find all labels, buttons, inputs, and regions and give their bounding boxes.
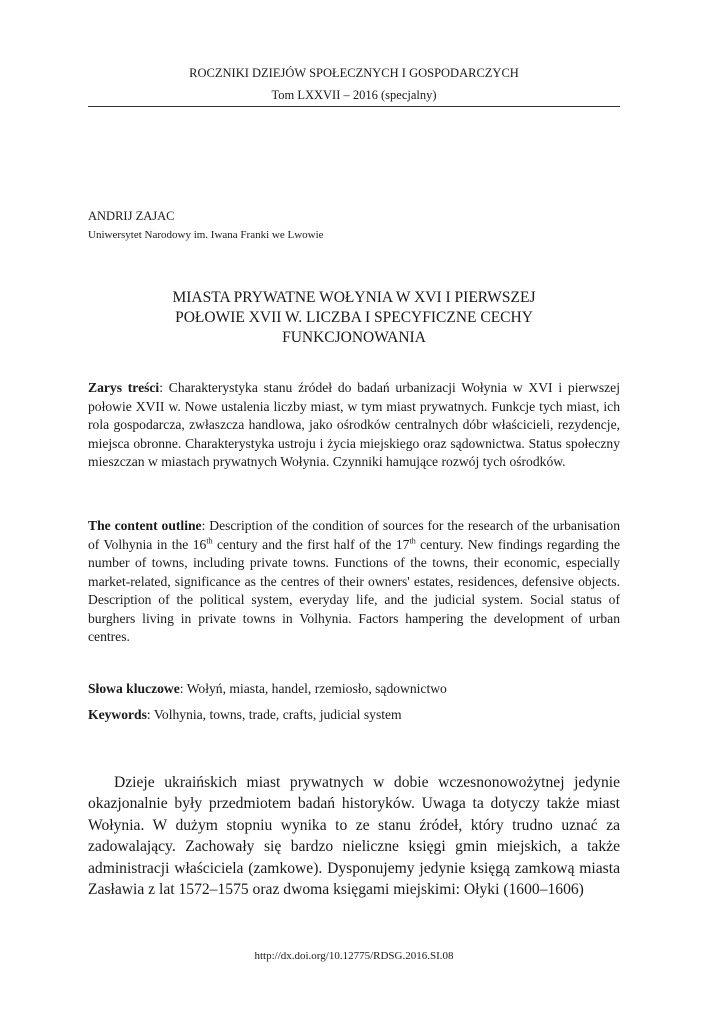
- keywords-english-text: : Volhynia, towns, trade, crafts, judicial system: [146, 707, 402, 722]
- abstract-english-text-a: : Description of the condition of sources for the research of the urbanisation of Volhynia in the 16: [88, 518, 620, 552]
- keywords-english: [88, 706, 620, 725]
- title-line-1: MIASTA PRYWATNE WOŁYNIA W XVI I PIERWSZEJ: [172, 289, 536, 306]
- doi-link[interactable]: http://dx.doi.org/10.12775/RDSG.2016.SI.08: [254, 950, 454, 962]
- author-name: ANDRIJ ZAJAC: [88, 209, 175, 223]
- superscript-th-1: th: [206, 535, 213, 545]
- keywords-english-label: Keywords: [88, 707, 147, 722]
- journal-header: [88, 62, 620, 106]
- keywords-polish-text: : Wołyń, miasta, handel, rzemiosło, sądownictwo: [179, 681, 447, 696]
- article-title: [88, 288, 620, 348]
- abstract-polish-label: Zarys treści: [88, 380, 160, 395]
- abstract-polish: [88, 379, 620, 472]
- abstract-english-text-b: century and the first half of the 17: [212, 536, 410, 552]
- body-paragraph: Dzieje ukraińskich miast prywatnych w dobie wczesnonowożytnej jedynie okazjonalnie były przedmiotem badań historyków. Uwaga ta dotyczy także miast Wołynia. W dużym stopniu wynika to ze stanu źródeł, który trudno uznać za zadowalający. Zachowały się bardzo nieliczne księgi gmin miejskich, a także administracji właściciela (zamkowe). Dysponujemy jedynie księgą zamkową miasta Zasławia z lat 1572–1575 oraz dwoma księgami miejskimi: Ołyki (1600–1606): [88, 774, 620, 899]
- title-line-2: POŁOWIE XVII W. LICZBA I SPECYFICZNE CECHY: [175, 309, 533, 326]
- journal-volume: Tom LXXVII – 2016 (specjalny): [271, 88, 437, 102]
- abstract-polish-text: : Charakterystyka stanu źródeł do badań urbanizacji Wołynia w XVI i pierwszej połowie XVII w. Nowe ustalenia liczby miast, w tym miast prywatnych. Funkcje tych miast, ich rola gospodarcza, zwłaszcza handlowa, jako ośrodków centralnych dóbr właścicieli, rezydencje, miejsca obronne. Charakterystyka ustroju i życia miejskiego oraz sądownictwa. Status społeczny mieszczan w miastach prywatnych Wołynia. Czynniki hamujące rozwój tych ośrodków.: [88, 380, 620, 469]
- abstract-english-label: The content outline: [88, 518, 202, 533]
- abstract-english-text-c: century. New findings regarding the number of towns, including private towns. Functions of the towns, their economic, especially market-related, significance as the centres of their owners' estates, residences, defensive objects. Description of the political system, everyday life, and the judicial system. Social status of burghers living in private towns in Volhynia. Factors hampering the development of urban centres.: [88, 536, 620, 644]
- keywords-polish-label: Słowa kluczowe: [88, 681, 180, 696]
- superscript-th-2: th: [409, 535, 416, 545]
- keywords-polish: [88, 680, 620, 699]
- journal-name: ROCZNIKI DZIEJÓW SPOŁECZNYCH I GOSPODARCZYCH: [189, 66, 519, 80]
- header-divider: [88, 106, 620, 107]
- abstract-english: [88, 517, 620, 647]
- title-line-3: FUNKCJONOWANIA: [282, 329, 426, 346]
- author-affiliation: Uniwersytet Narodowy im. Iwana Franki we Lwowie: [88, 229, 324, 241]
